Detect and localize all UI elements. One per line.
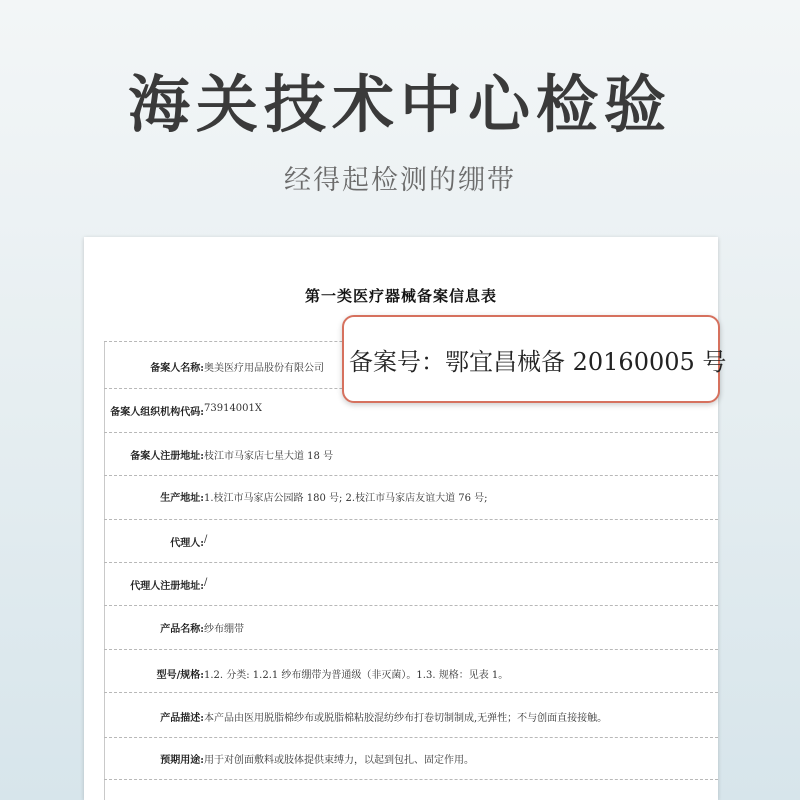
table-row-divider — [104, 562, 718, 564]
field-value-production-address: 1.枝江市马家店公园路 180 号; 2.枝江市马家店友谊大道 76 号; — [204, 493, 488, 504]
table-row-divider — [104, 432, 718, 434]
field-value-agent: / — [204, 534, 208, 545]
field-value-filer-name: 奥美医疗用品股份有限公司 — [204, 363, 324, 374]
table-row-divider — [104, 519, 718, 521]
field-value-registered-address: 枝江市马家店七星大道 18 号 — [204, 451, 334, 462]
headline: 海关技术中心检验 — [127, 68, 672, 141]
registration-number-label: 备案号： — [349, 347, 445, 376]
field-label-agent-address: 代理人注册地址: — [130, 581, 204, 592]
field-label-product-description: 产品描述: — [160, 713, 204, 724]
field-value-product-description: 本产品由医用脱脂棉纱布或脱脂棉粘胶混纺纱布打卷切制制成,无弹性；不与创面直接接触。 — [204, 713, 608, 724]
table-row-divider — [104, 737, 718, 739]
field-label-registered-address: 备案人注册地址: — [130, 451, 204, 462]
table-row-divider — [104, 475, 718, 477]
subheadline: 经得起检测的绷带 — [284, 165, 516, 196]
field-label-filer-name: 备案人名称: — [150, 363, 204, 374]
field-value-agent-address: / — [204, 577, 208, 588]
table-row-divider — [104, 649, 718, 651]
field-label-agent: 代理人: — [170, 538, 204, 549]
field-label-product-name: 产品名称: — [160, 624, 204, 635]
registration-number-callout — [342, 315, 727, 403]
field-label-org-code: 备案人组织机构代码: — [110, 407, 204, 418]
field-value-org-code: 73914001X — [204, 403, 263, 414]
table-row-divider — [104, 779, 718, 781]
field-value-product-name: 纱布绷带 — [204, 624, 244, 635]
document-title: 第一类医疗器械备案信息表 — [304, 287, 497, 305]
field-label-model-spec: 型号/规格: — [156, 670, 204, 681]
table-row-divider — [104, 692, 718, 694]
field-value-intended-use: 用于对创面敷料或肢体提供束缚力，以起到包扎、固定作用。 — [204, 755, 474, 766]
field-value-model-spec: 1.2. 分类: 1.2.1 纱布绷带为普通级（非灭菌）。1.3. 规格：见表 1。 — [204, 670, 509, 681]
field-label-production-address: 生产地址: — [160, 493, 204, 504]
field-label-intended-use: 预期用途: — [160, 755, 204, 766]
registration-number-value: 鄂宜昌械备 20160005 号 — [445, 347, 727, 376]
table-row-divider — [104, 605, 718, 607]
